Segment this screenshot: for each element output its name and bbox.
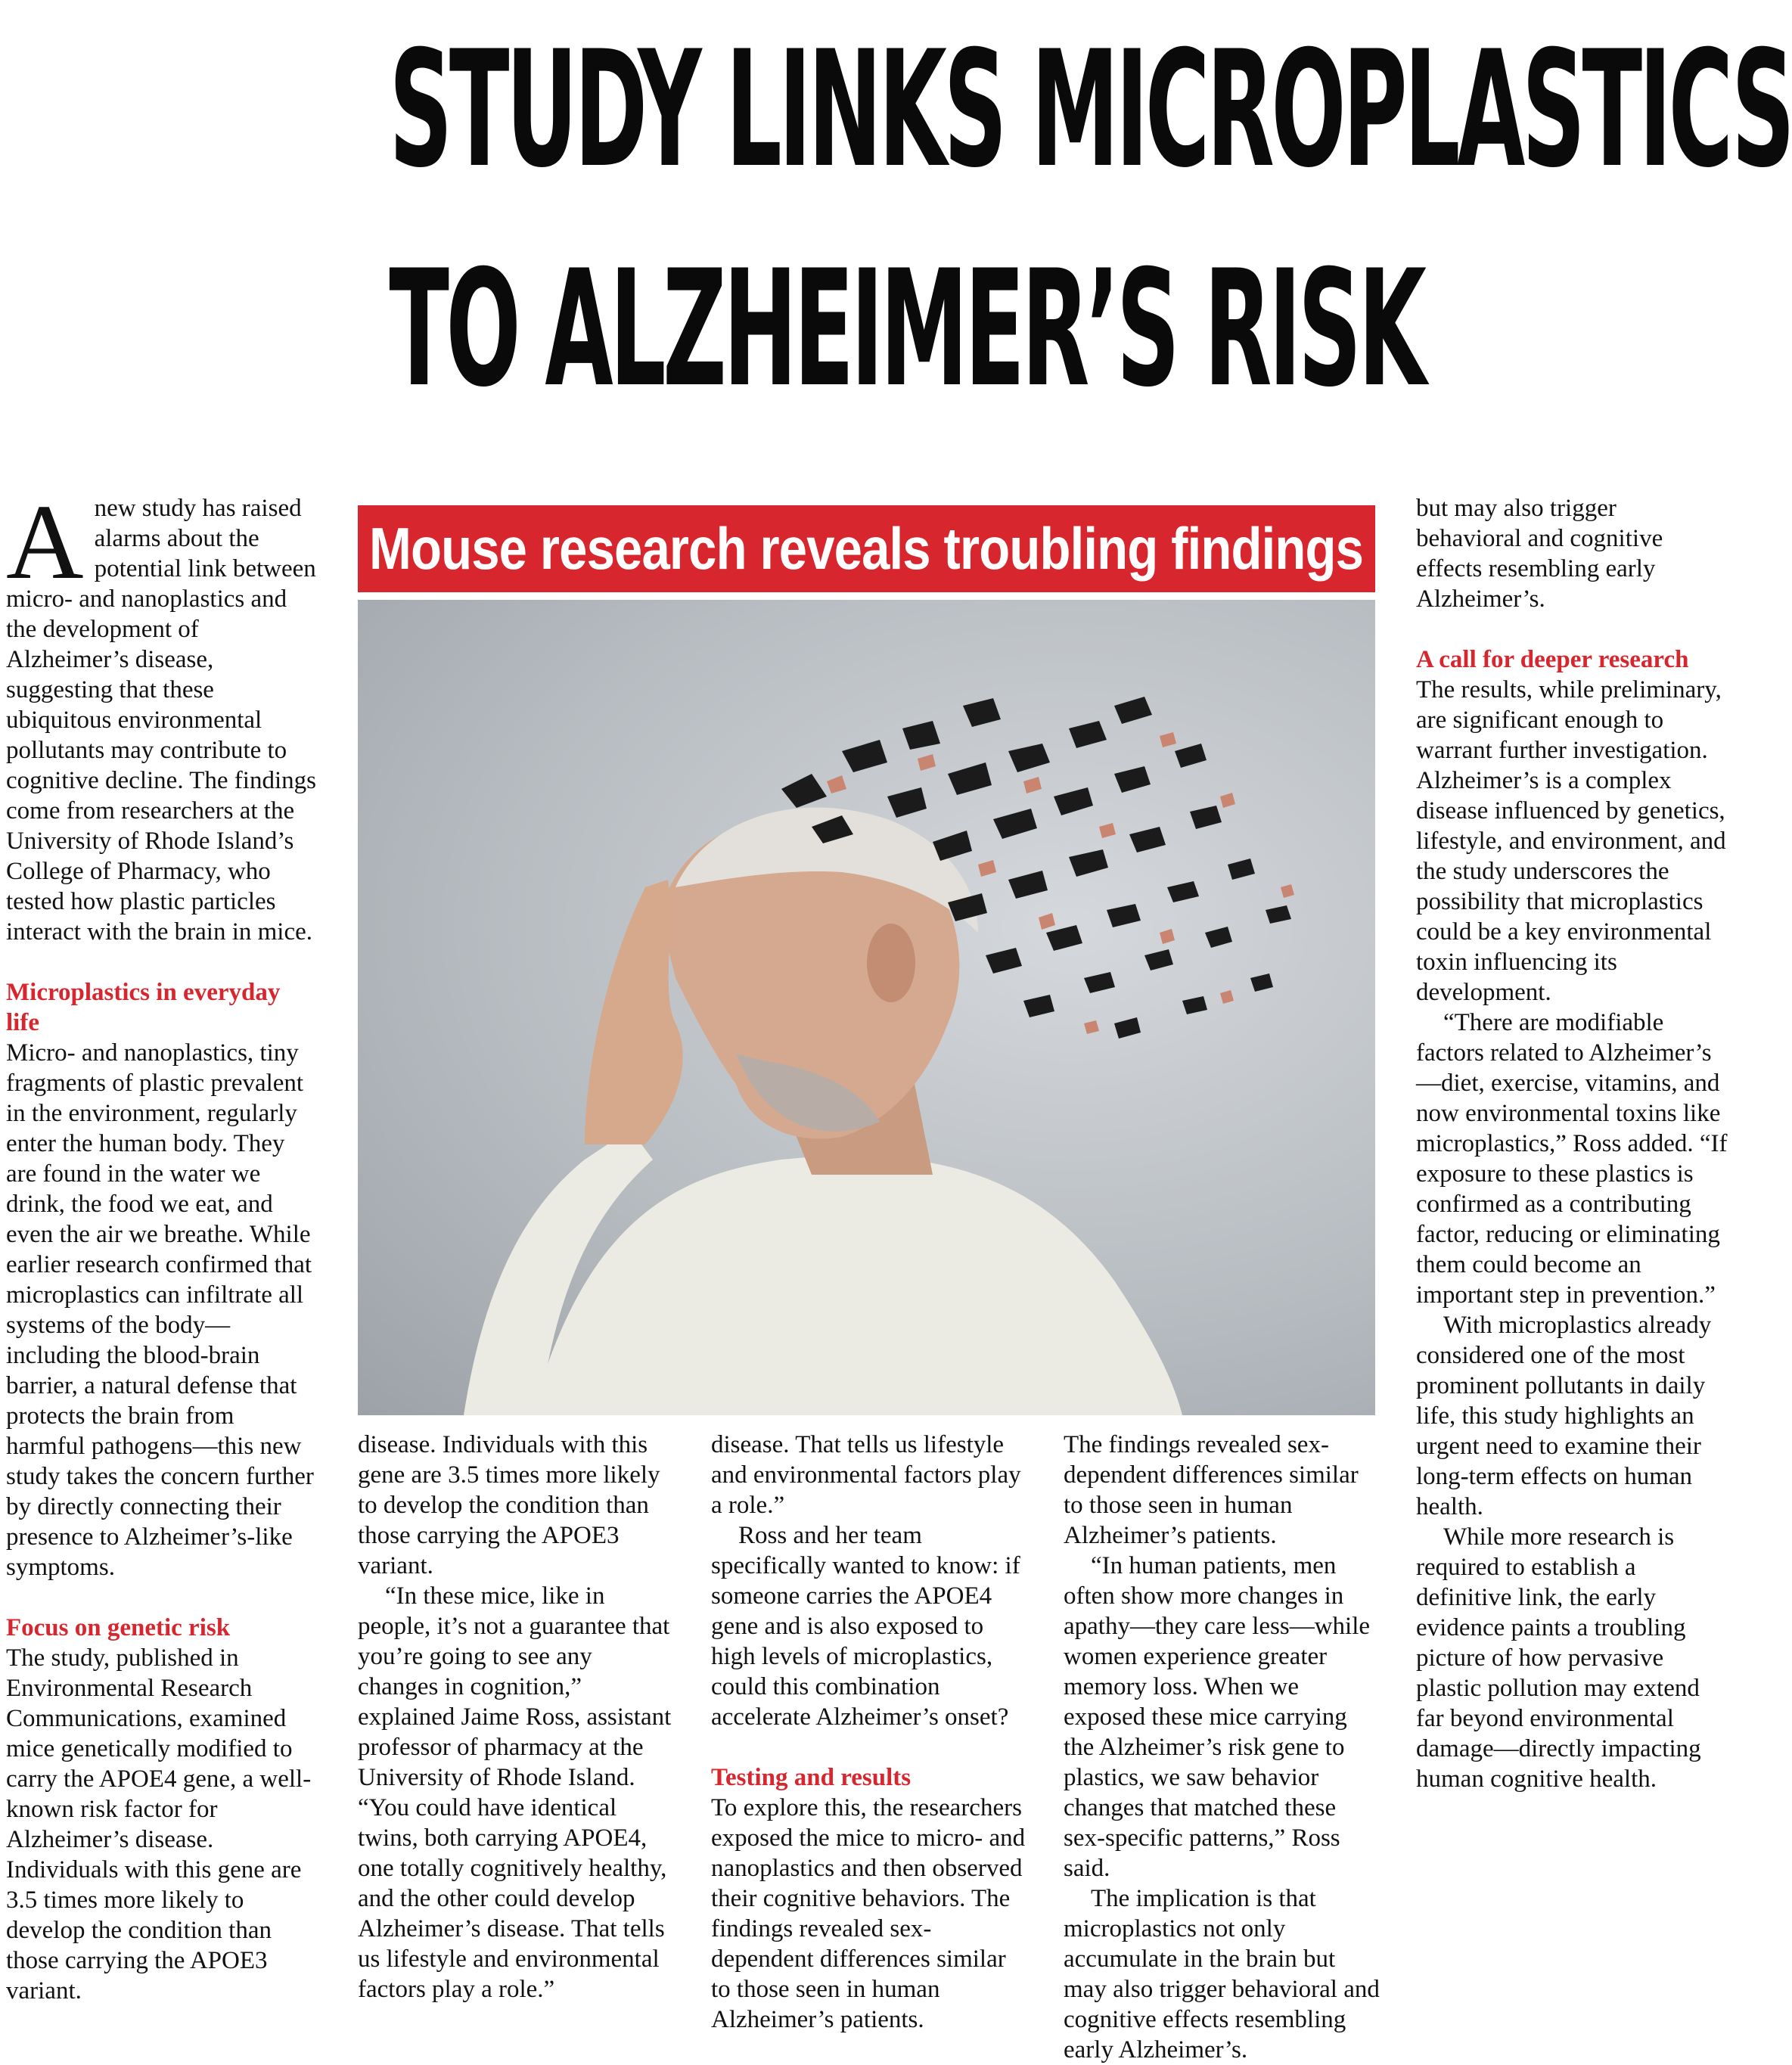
column-3 (711, 1430, 1029, 2033)
article-photo (358, 600, 1375, 1415)
man-with-dissolving-head-illustration (358, 600, 1375, 1415)
section2-paragraph-1-continued: disease. Individuals with this gene are 3.5 times more likely to develop the condition than those carrying the APOE3 variant. (358, 1431, 660, 1579)
section3-paragraph-1-continued: The findings revealed sex-dependent differences similar to those seen in human Alzheimer’s patients. (1064, 1431, 1359, 1549)
banner-text: Mouse research reveals troubling findings (369, 515, 1364, 582)
section3-paragraph-1: To explore this, the researchers exposed the mice to micro- and nanoplastics and then observed their cognitive behaviors. The findings revealed sex-dependent differences similar to those seen in human Alzheimer’s patients. (711, 1794, 1026, 2033)
section1-paragraph-1: Micro- and nanoplastics, tiny fragments of plastic prevalent in the environment, regularly enter the human body. They are found in the water we drink, the food we eat, and even the air we breathe. While earlier research confirmed that microplastics can infiltrate all systems of the body—including the blood-brain barrier, a natural defense that protects the brain from harmful pathogens—this new study takes the concern further by directly connecting their presence to Alzheimer’s-like symptoms. (6, 1039, 314, 1581)
section2-paragraph-2-continued: disease. That tells us lifestyle and environmental factors play a role.” (711, 1431, 1021, 1519)
column-2 (358, 1430, 675, 2004)
subheadline-banner (358, 505, 1375, 592)
drop-cap: A (6, 482, 84, 601)
section4-paragraph-4: While more research is required to establish a definitive link, the early evidence paints a troubling picture of how pervasive plastic pollution may extend far beyond environmental damage—directly impacting human cognitive health. (1416, 1523, 1701, 1793)
section2-paragraph-3: Ross and her team specifically wanted to know: if someone carries the APOE4 gene and is also exposed to high levels of microplastics, could this combination accelerate Alzheimer’s onset? (711, 1522, 1020, 1731)
section4-paragraph-3: With microplastics already considered one of the most prominent pollutants in daily life, this study highlights an urgent need to examine their long-term effects on human health. (1416, 1312, 1712, 1520)
section3-paragraph-2: “In human patients, men often show more changes in apathy—they care less—while women experience greater memory loss. When we exposed these mice carrying the Alzheimer’s risk gene to plastics, we saw behavior changes that matched these sex-specific patterns,” Ross said. (1064, 1552, 1371, 1882)
column-5 (1416, 493, 1728, 2004)
subhead-deeper-research: A call for deeper research (1416, 646, 1689, 673)
intro-paragraph: Anew study has raised alarms about the potential link between micro- and nanoplastics and the development of Alzheimer’s disease, suggesting that these ubiquitous environmental pollutants may contribute to cognitive decline. The findings come from researchers at the University of Rhode Island’s College of Pharmacy, who tested how plastic particles interact with the brain in mice. (6, 482, 316, 946)
headline-line-2: TO ALZHEIMER’S RISK (389, 235, 1424, 422)
section3-paragraph-3-continued: but may also trigger behavioral and cognitive effects resembling early Alzheimer’s. (1416, 495, 1663, 613)
subhead-microplastics-everyday: Microplastics in everyday life (6, 979, 281, 1036)
section4-paragraph-1: The results, while preliminary, are significant enough to warrant further investigation. Alzheimer’s is a complex disease influenced by genetics, lifestyle, and environment, and the study underscores the possibility that microplastics could be a key environmental toxin influencing its development. (1416, 676, 1726, 1006)
section2-paragraph-1: The study, published in Environmental Research Communications, examined mice genetically modified to carry the APOE4 gene, a well-known risk factor for Alzheimer’s disease. Individuals with this gene are 3.5 times more likely to develop the condition than those carrying the APOE3 variant. (6, 1644, 312, 2004)
section2-paragraph-2: “In these mice, like in people, it’s not a guarantee that you’re going to see any changes in cognition,” explained Jaime Ross, assistant professor of pharmacy at the University of Rhode Island. “You could have identical twins, both carrying APOE4, one totally cognitively healthy, and the other could develop Alzheimer’s disease. That tells us lifestyle and environmental factors play a role.” (358, 1582, 672, 2003)
column-4 (1064, 1430, 1381, 2063)
headline-line-1: STUDY LINKS MICROPLASTICS (389, 16, 1792, 203)
headline (389, 0, 1792, 439)
section3-paragraph-3: The implication is that microplastics not only accumulate in the brain but may also trigger behavioral and cognitive effects resembling early Alzheimer’s. (1064, 1885, 1380, 2063)
column-1 (6, 482, 316, 2004)
subhead-testing-results: Testing and results (711, 1764, 912, 1791)
subhead-genetic-risk: Focus on genetic risk (6, 1614, 231, 1641)
section4-paragraph-2: “There are modifiable factors related to Alzheimer’s—diet, exercise, vitamins, and now environmental toxins like microplastics,” Ross added. “If exposure to these plastics is confirmed as a contributing factor, reducing or eliminating them could become an important step in prevention.” (1416, 1009, 1728, 1309)
